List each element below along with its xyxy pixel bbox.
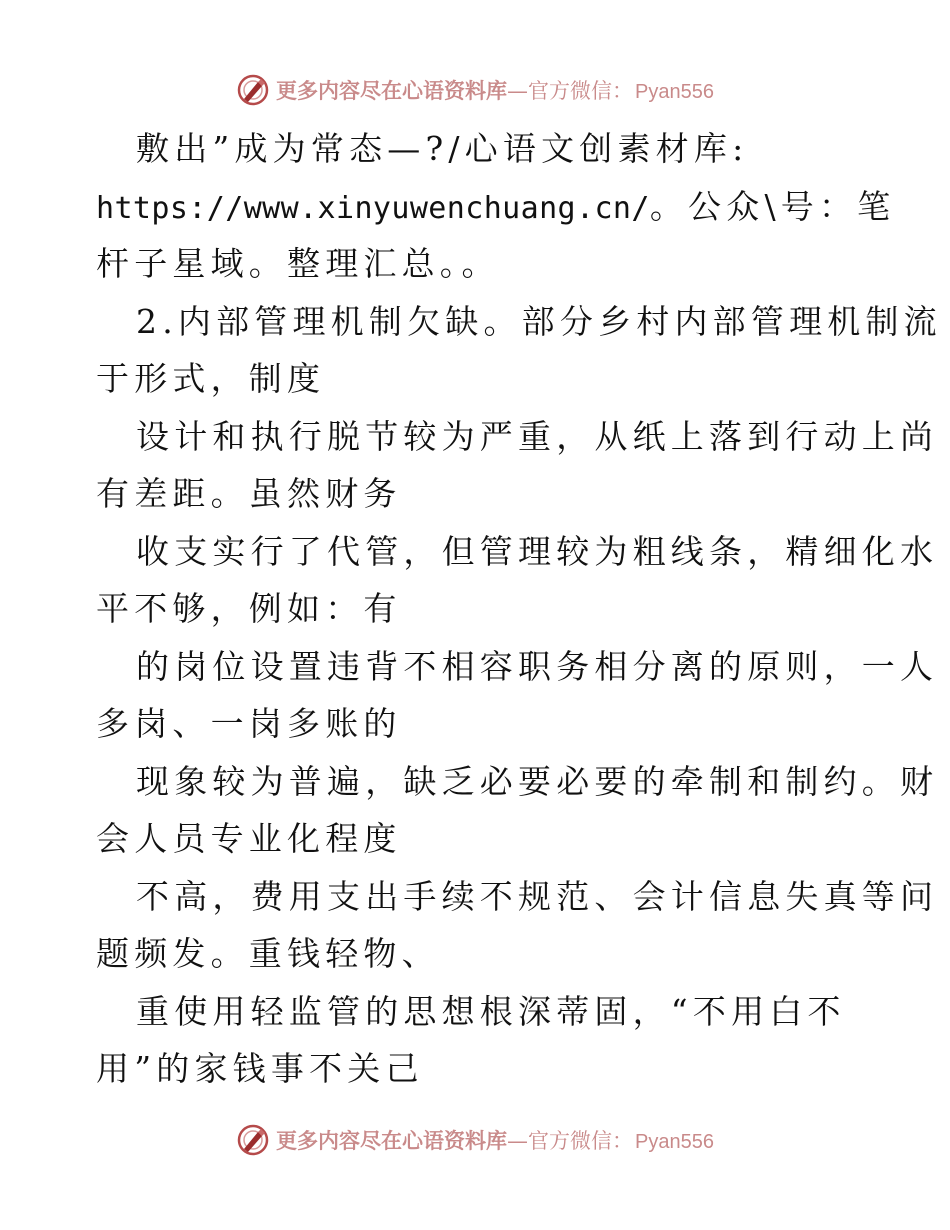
text-line: 敷出”成为常态—?/心语文创素材库:: [136, 129, 749, 168]
text-fragment: 。公众\号：笔: [649, 186, 896, 226]
text-line: 杆子星域。整理汇总。。: [96, 244, 500, 283]
text-line: 平不够，例如：有: [96, 589, 402, 628]
text-line-url: [96, 178, 896, 236]
watermark-main-text: 更多内容尽在心语资料库: [276, 1128, 508, 1153]
watermark-wechat-label: 官方微信：: [528, 1129, 634, 1153]
text-line: 收支实行了代管，但管理较为粗线条，精细化水: [136, 531, 939, 571]
watermark-text: [276, 1125, 714, 1155]
footer-watermark: [0, 1122, 950, 1158]
watermark-main-text: 更多内容尽在心语资料库: [276, 78, 508, 103]
pen-logo-icon: [236, 1123, 270, 1157]
text-line: 不高，费用支出手续不规范、会计信息失真等问: [136, 876, 939, 916]
watermark-wechat-label: 官方微信：: [528, 79, 634, 103]
text-line: 于形式，制度: [96, 359, 326, 398]
watermark-wechat-id: Pyan556: [635, 81, 714, 103]
text-line: 2.内部管理机制欠缺。部分乡村内部管理机制流: [136, 301, 942, 341]
text-line: 多岗、一岗多账的: [96, 704, 402, 743]
text-line: 设计和执行脱节较为严重，从纸上落到行动上尚: [136, 416, 939, 456]
watermark-wechat-id: Pyan556: [635, 1131, 714, 1153]
text-line: 现象较为普遍，缺乏必要必要的牵制和制约。财: [136, 761, 939, 801]
text-line: 的岗位设置违背不相容职务相分离的原则，一人: [136, 646, 939, 686]
text-line: 用”的家钱事不关己: [96, 1049, 424, 1088]
text-line: 重使用轻监管的思想根深蒂固，“不用白不: [136, 991, 846, 1031]
header-watermark: [0, 72, 950, 108]
text-line: 题频发。重钱轻物、: [96, 934, 440, 973]
text-line: 会人员专业化程度: [96, 819, 402, 858]
pen-logo-icon: [236, 73, 270, 107]
document-body: [96, 120, 942, 1098]
url-text: https://www.xinyuwenchuang.cn/: [96, 190, 650, 226]
watermark-dash: —: [507, 1129, 529, 1153]
watermark-dash: —: [507, 79, 529, 103]
watermark-text: [276, 75, 714, 105]
text-line: 有差距。虽然财务: [96, 474, 402, 513]
